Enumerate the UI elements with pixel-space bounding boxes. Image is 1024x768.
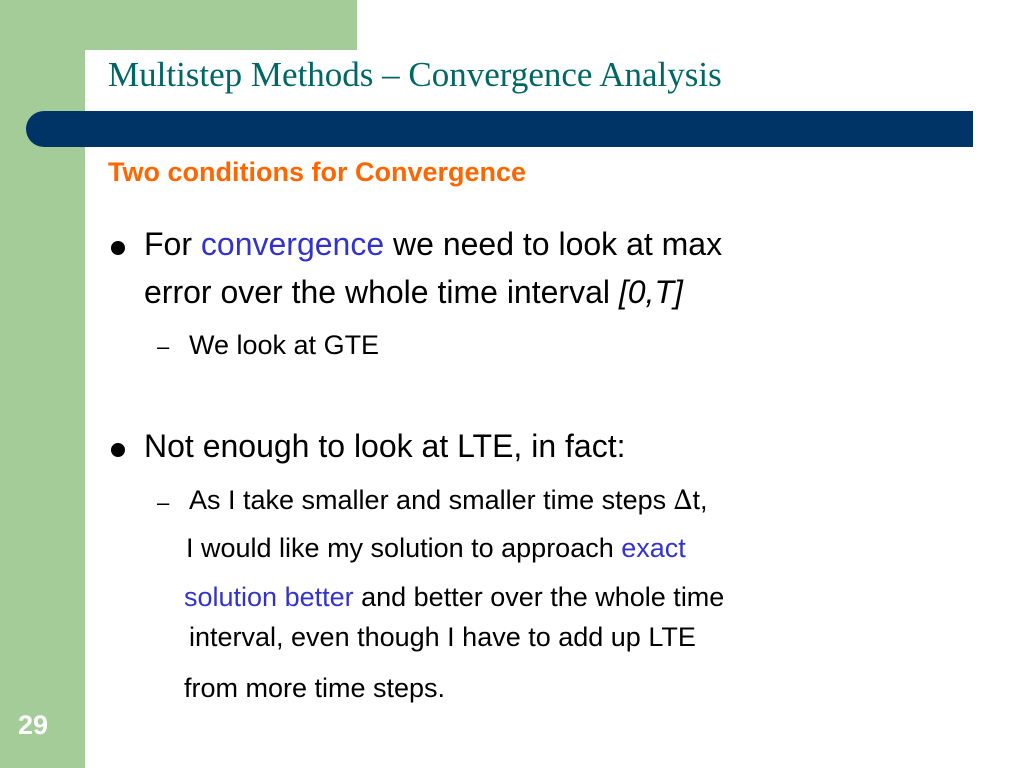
top-green-band <box>0 0 357 50</box>
bullet-1-line-2 <box>144 274 683 311</box>
delta-symbol: ∆ <box>673 485 693 516</box>
sub-bullet-dash-2: – <box>157 490 170 515</box>
sub-bullet-2-line-3 <box>184 582 724 613</box>
sub-bullet-2-line-1 <box>189 485 708 516</box>
sub-bullet-2-line-2-text: I would like my solution to approach <box>186 533 622 563</box>
highlight-exact: exact <box>621 533 686 563</box>
slide-number: 29 <box>18 710 49 740</box>
highlight-solution-better: solution better <box>184 582 354 612</box>
bullet-1-interval: [0,T] <box>618 274 683 310</box>
sub-bullet-2-line-3-text: and better over the whole time <box>353 582 725 612</box>
sub-bullet-2-line-5: from more time steps. <box>184 673 446 703</box>
title-divider-bar <box>26 111 973 147</box>
sub-bullet-1: We look at GTE <box>189 330 380 360</box>
bullet-dot-1 <box>111 241 125 255</box>
sub-bullet-2-text-b: t, <box>692 485 708 515</box>
bullet-1-text-c: we need to look at max <box>384 226 723 262</box>
sub-bullet-2-line-4: interval, even though I have to add up LTE <box>189 622 696 652</box>
sub-bullet-dash-1: – <box>157 334 170 359</box>
slide-subtitle: Two conditions for Convergence <box>108 157 527 187</box>
bullet-1-highlight-convergence: convergence <box>200 226 385 262</box>
bullet-1-line-2-text: error over the whole time interval <box>144 274 619 310</box>
bullet-1-line-1 <box>144 226 722 263</box>
bullet-2-line-1: Not enough to look at LTE, in fact: <box>144 428 626 464</box>
slide-title: Multistep Methods – Convergence Analysis <box>108 55 722 94</box>
sub-bullet-2-text-a: As I take smaller and smaller time steps <box>189 485 674 515</box>
bullet-dot-2 <box>111 443 125 457</box>
bullet-1-text-a: For <box>144 226 201 262</box>
sub-bullet-2-line-2 <box>186 533 686 564</box>
